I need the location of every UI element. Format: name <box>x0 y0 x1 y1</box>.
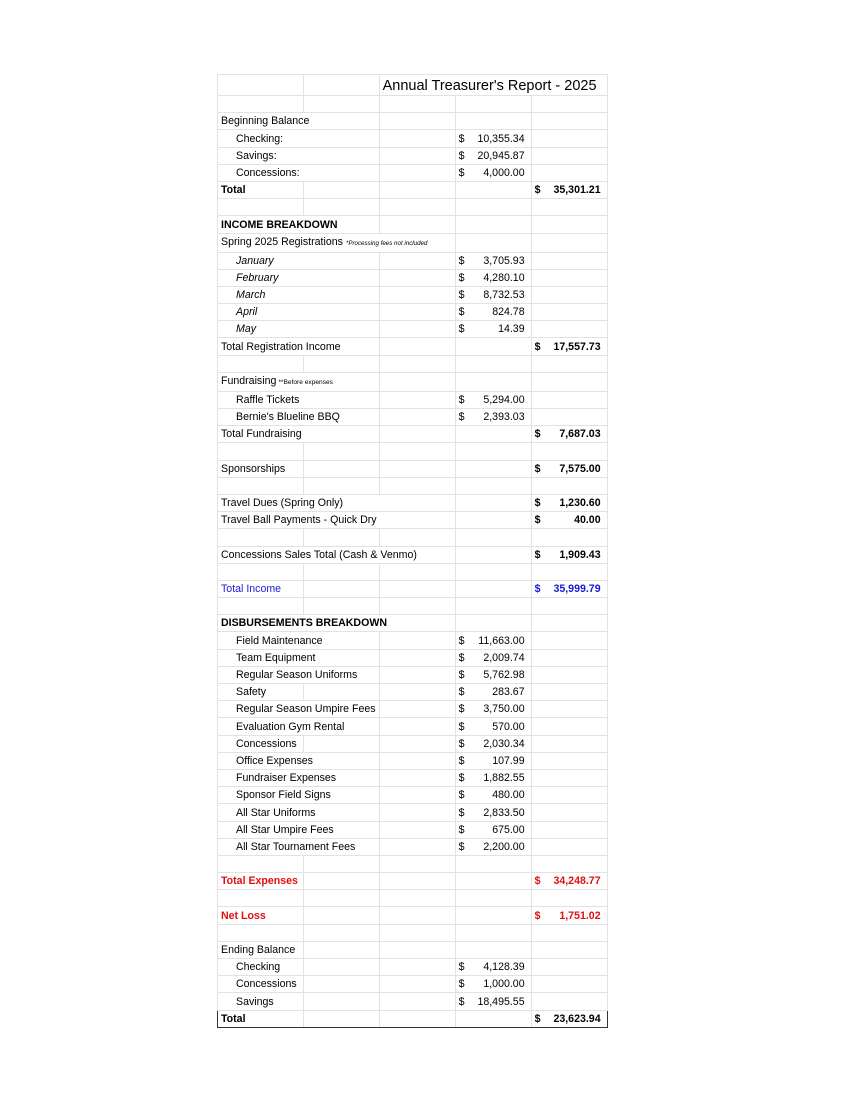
currency-symbol: $ <box>534 184 541 197</box>
table-row <box>218 409 608 426</box>
row-label[interactable]: All Star Umpire Fees <box>218 821 380 838</box>
table-row <box>218 821 608 838</box>
amount: 20,945.87 <box>477 149 525 162</box>
table-row <box>218 804 608 821</box>
row-label[interactable]: Office Expenses <box>218 752 380 769</box>
ending-balance-label[interactable]: Ending Balance <box>218 941 304 958</box>
currency-symbol: $ <box>534 514 541 527</box>
amount: 2,393.03 <box>483 411 525 424</box>
amount: 10,355.34 <box>477 132 525 145</box>
currency-symbol: $ <box>458 686 465 699</box>
fundraising-total-row <box>218 426 608 443</box>
row-label[interactable]: Total <box>218 1010 304 1027</box>
table-row <box>218 959 608 976</box>
amount: 5,294.00 <box>483 394 525 406</box>
amount: 570.00 <box>492 720 525 733</box>
row-label[interactable]: All Star Uniforms <box>218 804 380 821</box>
amount: 1,230.60 <box>559 497 601 510</box>
currency-symbol: $ <box>458 806 465 819</box>
currency-symbol: $ <box>458 669 465 681</box>
table-row <box>218 391 608 408</box>
amount: 23,623.94 <box>553 1012 601 1025</box>
blank-row <box>218 890 608 907</box>
row-label[interactable]: Total <box>218 181 304 198</box>
currency-symbol: $ <box>458 772 465 785</box>
table-row <box>218 286 608 303</box>
amount: 1,000.00 <box>483 978 525 991</box>
travel-ball-row <box>218 512 608 529</box>
table-row <box>218 684 608 701</box>
amount: 11,663.00 <box>478 634 525 647</box>
currency-symbol: $ <box>534 1012 541 1025</box>
report-title: Annual Treasurer's Report - 2025 <box>382 78 597 94</box>
table-row <box>218 718 608 735</box>
registrations-header-row <box>218 233 608 252</box>
amount: 283.67 <box>492 686 525 699</box>
table-row <box>218 164 608 181</box>
net-loss-row <box>218 907 608 924</box>
amount: 8,732.53 <box>483 289 525 302</box>
row-label[interactable]: Field Maintenance <box>218 632 380 649</box>
currency-symbol: $ <box>458 132 465 145</box>
row-label[interactable]: Savings: <box>218 147 304 164</box>
currency-symbol: $ <box>534 497 541 510</box>
blank-row <box>218 443 608 460</box>
row-label[interactable]: Checking: <box>218 130 304 147</box>
amount: 14.39 <box>498 323 525 336</box>
blank-row <box>218 477 608 494</box>
currency-symbol: $ <box>458 823 465 836</box>
table-row <box>218 147 608 164</box>
row-label[interactable]: May <box>218 321 304 338</box>
amount: 675.00 <box>492 823 525 836</box>
blank-row <box>218 598 608 615</box>
currency-symbol: $ <box>458 978 465 991</box>
table-row <box>218 304 608 321</box>
row-label[interactable]: Sponsor Field Signs <box>218 787 380 804</box>
currency-symbol: $ <box>458 651 465 664</box>
currency-symbol: $ <box>458 961 465 974</box>
amount: 2,009.74 <box>483 651 525 664</box>
beginning-total-row <box>218 181 608 198</box>
row-label[interactable]: January <box>218 252 304 269</box>
table-row <box>218 735 608 752</box>
row-label[interactable]: Travel Ball Payments - Quick Dry <box>218 512 456 529</box>
amount: 1,882.55 <box>483 772 525 785</box>
amount: 4,128.39 <box>483 961 525 974</box>
amount: 2,833.50 <box>483 806 525 819</box>
currency-symbol: $ <box>458 306 465 319</box>
amount: 4,000.00 <box>483 166 525 179</box>
currency-symbol: $ <box>534 462 541 475</box>
row-label[interactable]: Concessions <box>218 735 304 752</box>
blank-row <box>218 355 608 372</box>
row-label[interactable]: Checking <box>218 959 304 976</box>
table-row <box>218 752 608 769</box>
amount: 18,495.55 <box>477 995 525 1008</box>
amount: 480.00 <box>492 789 525 802</box>
currency-symbol: $ <box>458 634 465 647</box>
currency-symbol: $ <box>534 548 541 561</box>
currency-symbol: $ <box>458 323 465 336</box>
row-label: Spring 2025 Registrations <box>221 235 343 248</box>
total-expenses-row <box>218 873 608 890</box>
row-label[interactable]: Total Fundraising <box>218 426 380 443</box>
ending-total-row <box>218 1010 608 1027</box>
blank-row <box>218 924 608 941</box>
row-label[interactable]: Regular Season Uniforms <box>218 666 380 683</box>
table-row <box>218 993 608 1010</box>
row-label[interactable]: Total Income <box>218 580 304 597</box>
table-row <box>218 269 608 286</box>
currency-symbol: $ <box>458 149 465 162</box>
currency-symbol: $ <box>458 271 465 284</box>
amount: 2,200.00 <box>483 840 525 853</box>
blank-row <box>218 855 608 872</box>
ending-balance-header-row <box>218 941 608 958</box>
table-row <box>218 130 608 147</box>
table-row <box>218 701 608 718</box>
currency-symbol: $ <box>458 289 465 302</box>
amount: 3,750.00 <box>483 703 525 716</box>
treasurer-report-sheet <box>217 74 608 1028</box>
table-row <box>218 321 608 338</box>
table-row <box>218 787 608 804</box>
amount: 1,909.43 <box>559 548 601 561</box>
amount: 35,999.79 <box>553 583 601 596</box>
amount: 35,301.21 <box>553 184 601 197</box>
amount: 40.00 <box>574 514 601 527</box>
currency-symbol: $ <box>534 340 541 353</box>
row-label: Fundraising <box>221 374 277 387</box>
row-label[interactable]: Savings <box>218 993 304 1010</box>
row-label[interactable]: Net Loss <box>218 907 304 924</box>
currency-symbol: $ <box>534 583 541 596</box>
currency-symbol: $ <box>458 840 465 853</box>
title-row <box>218 75 608 96</box>
amount: 7,687.03 <box>559 428 601 441</box>
amount: 3,705.93 <box>483 254 525 267</box>
row-label[interactable]: Safety <box>218 684 304 701</box>
amount: 4,280.10 <box>483 271 525 284</box>
row-label[interactable]: February <box>218 269 304 286</box>
section-heading[interactable]: INCOME BREAKDOWN <box>218 216 380 233</box>
amount: 1,751.02 <box>559 909 601 922</box>
row-label[interactable]: Regular Season Umpire Fees <box>218 701 380 718</box>
row-label[interactable]: Fundraiser Expenses <box>218 769 380 786</box>
section-heading[interactable]: DISBURSEMENTS BREAKDOWN <box>218 615 456 632</box>
registration-total-row <box>218 338 608 355</box>
currency-symbol: $ <box>458 995 465 1008</box>
currency-symbol: $ <box>458 720 465 733</box>
row-label[interactable]: Total Registration Income <box>218 338 380 355</box>
blank-row <box>218 199 608 216</box>
table-row <box>218 666 608 683</box>
footnote: **Before expenses <box>278 378 333 386</box>
row-label[interactable]: Raffle Tickets <box>218 391 304 408</box>
amount: 34,248.77 <box>553 875 601 888</box>
amount: 17,557.73 <box>553 340 601 353</box>
currency-symbol: $ <box>458 754 465 767</box>
blank-row <box>218 563 608 580</box>
currency-symbol: $ <box>534 909 541 922</box>
table-row <box>218 976 608 993</box>
row-label[interactable]: Total Expenses <box>218 873 304 890</box>
disbursements-heading-row <box>218 615 608 632</box>
amount: 2,030.34 <box>483 737 525 750</box>
row-label[interactable]: All Star Tournament Fees <box>218 838 380 855</box>
blank-row <box>218 529 608 546</box>
row-label[interactable]: Team Equipment <box>218 649 380 666</box>
row-label[interactable]: Evaluation Gym Rental <box>218 718 380 735</box>
currency-symbol: $ <box>458 394 465 406</box>
beginning-balance-header-row <box>218 113 608 130</box>
row-label[interactable]: April <box>218 304 304 321</box>
row-label[interactable]: Concessions Sales Total (Cash & Venmo) <box>218 546 456 563</box>
amount: 107.99 <box>492 754 525 767</box>
table-row <box>218 769 608 786</box>
currency-symbol: $ <box>458 703 465 716</box>
concessions-sales-row <box>218 546 608 563</box>
currency-symbol: $ <box>458 737 465 750</box>
row-label[interactable]: Sponsorships <box>218 460 304 477</box>
blank-row <box>218 96 608 113</box>
fundraising-header-row <box>218 372 608 391</box>
row-label[interactable]: Concessions: <box>218 164 304 181</box>
amount: 824.78 <box>492 306 525 319</box>
beginning-balance-label[interactable]: Beginning Balance <box>218 113 380 130</box>
row-label[interactable]: Travel Dues (Spring Only) <box>218 494 456 511</box>
sponsorships-row <box>218 460 608 477</box>
table-row <box>218 632 608 649</box>
row-label[interactable]: Concessions <box>218 976 304 993</box>
footnote: *Processing fees not included <box>345 239 428 247</box>
currency-symbol: $ <box>534 428 541 441</box>
amount: 5,762.98 <box>483 669 525 681</box>
currency-symbol: $ <box>458 166 465 179</box>
amount: 7,575.00 <box>559 462 601 475</box>
travel-dues-row <box>218 494 608 511</box>
row-label[interactable]: March <box>218 286 304 303</box>
income-heading-row <box>218 216 608 233</box>
currency-symbol: $ <box>458 254 465 267</box>
currency-symbol: $ <box>534 875 541 888</box>
row-label[interactable]: Bernie's Blueline BBQ <box>218 409 380 426</box>
currency-symbol: $ <box>458 789 465 802</box>
total-income-row <box>218 580 608 597</box>
currency-symbol: $ <box>458 411 465 424</box>
table-row <box>218 252 608 269</box>
table-row <box>218 649 608 666</box>
table-row <box>218 838 608 855</box>
